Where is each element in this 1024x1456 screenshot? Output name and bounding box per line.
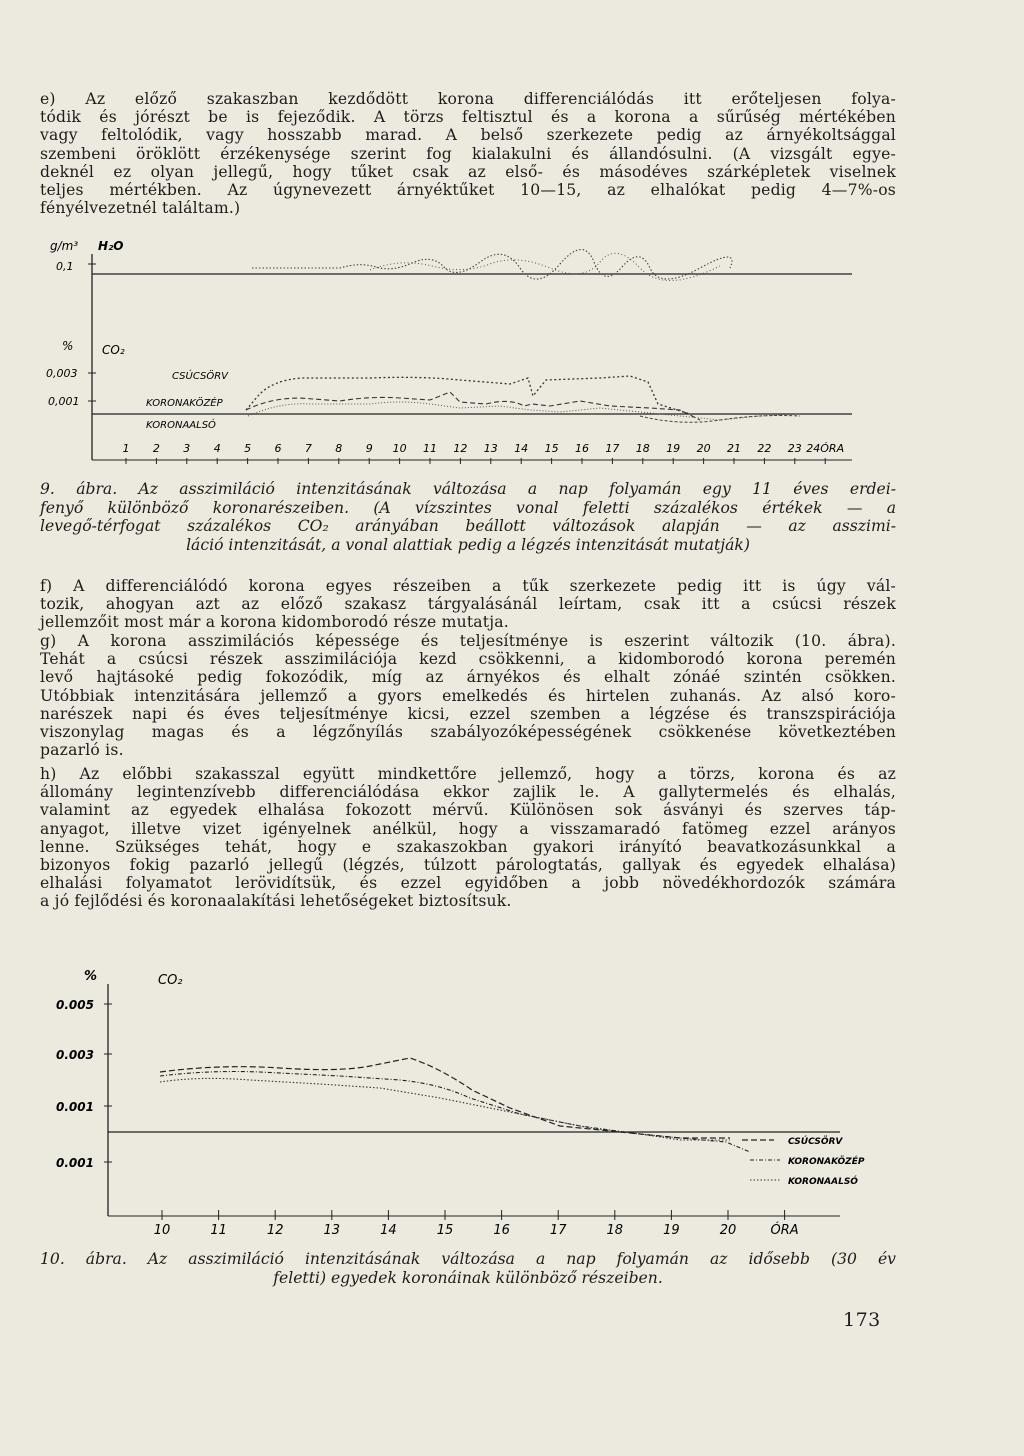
- caption-line: láció intenzitását, a vonal alattiak pedig a légzés intenzitását mutatják): [186, 535, 750, 554]
- h2o-unit: g/m³: [50, 239, 79, 253]
- co2-label: CO₂: [158, 973, 183, 988]
- hour-tick-label: 24ÓRA: [806, 442, 845, 455]
- h2o-trace: [252, 249, 732, 279]
- hour-tick-label: 6: [274, 442, 282, 455]
- hour-tick-label: 16: [575, 442, 589, 455]
- co2-label: CO₂: [102, 343, 125, 357]
- trace-bottom: [248, 402, 800, 420]
- text-line: vagy feltolódik, vagy hosszabb marad. A belső szerkezete pedig az árnyékoltsággal: [40, 126, 896, 145]
- trace-middle: [246, 392, 700, 420]
- hour-tick-label: 4: [213, 442, 221, 455]
- trace-koronaalso: [160, 1078, 730, 1140]
- text-line: h) Az előbbi szakasszal együtt mindkettőre jellemző, hogy a törzs, korona és az: [40, 765, 896, 783]
- text-line: fényélvezetnél találtam.): [40, 199, 241, 218]
- hour-tick-label: 11: [210, 1223, 227, 1238]
- page-number: 173: [843, 1309, 881, 1331]
- h2o-label: H₂O: [98, 239, 124, 253]
- text-line: tozik, ahogyan azt az előző szakasz tárgyalásánál leírtam, csak itt a csúcsi részek: [40, 595, 896, 614]
- caption-line: feletti) egyedek koronáinak különböző részeiben.: [273, 1268, 663, 1287]
- caption-line: fenyő különböző koronarészeiben. (A vízszintes vonal feletti százalékos értékek — a: [40, 498, 896, 517]
- hour-tick-label: 11: [423, 442, 437, 455]
- text-line: levő hajtásoké pedig fokozódik, míg az árnyékos és elhalt zónáé szintén csökken.: [40, 668, 896, 687]
- text-line: viszonylag magas és a légzőnyílás szabályozóképességének csökkenése következtében: [40, 723, 896, 742]
- hour-tick-label: 10: [392, 442, 407, 455]
- series-label-middle: KORONAKÖZÉP: [146, 398, 223, 409]
- hour-tick-label: 20: [696, 442, 711, 455]
- hour-tick-label: 12: [453, 442, 468, 455]
- hour-tick-label: 3: [183, 442, 191, 455]
- y-tick: 0.001: [56, 1100, 94, 1114]
- y-tick: 0.003: [56, 1048, 94, 1062]
- text-line: anyagot, illetve vizet igényelnek anélkül, hogy a visszamaradó fatömeg ezzel arányos: [40, 819, 896, 838]
- hour-tick-label: 13: [323, 1223, 341, 1238]
- caption-line: 9. ábra. Az asszimiláció intenzitásának változása a nap folyamán egy 11 éves erdei-: [40, 480, 896, 498]
- text-line: g) A korona asszimilációs képessége és teljesítménye is eszerint változik (10. ábra).: [40, 632, 896, 650]
- text-line: jellemzőit most már a korona kidomborodó része mutatja.: [40, 613, 509, 632]
- hour-tick-label: 22: [757, 442, 772, 455]
- text-line: teljes mértékben. Az úgynevezett árnyéktűket 10—15, az elhalókat pedig 4—7%-os: [40, 181, 896, 200]
- text-line: Utóbbiak intenzitására jellemző a gyors emelkedés és hirtelen zuhanás. Az alsó koro-: [40, 686, 896, 705]
- hour-tick-label: 15: [544, 442, 559, 455]
- text-line: lenne. Szükséges tehát, hogy e szakaszokban gyakori irányító beavatkozásunkkal a: [40, 837, 896, 856]
- hour-tick-label: 8: [335, 442, 343, 455]
- series-label-top: CSÚCSÖRV: [172, 371, 229, 382]
- hour-tick-label: 16: [493, 1223, 510, 1238]
- text-line: szembeni öröklött érzékenysége szerint fog kialakulni és állandósulni. (A vizsgált egye-: [40, 144, 896, 163]
- text-line: f) A differenciálódó korona egyes részeiben a tűk szerkezete pedig itt is úgy vál-: [40, 577, 896, 595]
- co2-tick: 0,001: [48, 395, 80, 408]
- paragraph-e: [40, 90, 896, 217]
- figure-9: [40, 238, 910, 470]
- text-line: tódik és jórészt be is fejeződik. A törzs feltisztul és a korona a sűrűség mértékében: [40, 108, 896, 127]
- hour-tick-label: 14: [514, 442, 529, 455]
- text-line: Tehát a csúcsi részek asszimilációja kezd csökkenni, a kidomborodó korona peremén: [40, 650, 896, 669]
- hour-axis-labels: [123, 442, 845, 464]
- text-line: deknél ez olyan jellegű, hogy tűket csak az első- és másodéves szárképletek viselnek: [40, 162, 896, 181]
- paragraph-f: [40, 577, 896, 632]
- caption-line: 10. ábra. Az asszimiláció intenzitásának változása a nap folyamán az idősebb (30 év: [40, 1250, 896, 1268]
- hour-tick-label: 1: [122, 442, 130, 455]
- trace-csucsorv: [160, 1058, 730, 1138]
- hour-axis-labels: [154, 1210, 799, 1238]
- text-line: valamint az egyedek elhalása fokozott mérvű. Különösen sok ásványi és szerves táp-: [40, 801, 896, 820]
- series-label-bottom: KORONAALSÓ: [146, 420, 216, 431]
- hour-tick-label: 20: [719, 1223, 737, 1238]
- hour-tick-label: 5: [244, 442, 252, 455]
- text-line: pazarló is.: [40, 741, 124, 760]
- figure-9-caption: [40, 480, 896, 554]
- trace-top: [246, 376, 690, 414]
- hour-tick-label: 14: [380, 1223, 397, 1238]
- y-tick: 0.005: [56, 998, 94, 1012]
- text-line: elhalási folyamatot lerövidítsük, és ezzel egyidőben a jobb növedékhordozók számára: [40, 874, 896, 893]
- paragraph-h: [40, 765, 896, 911]
- legend-label: KORONAKÖZÉP: [788, 1157, 865, 1167]
- co2-unit: %: [62, 339, 74, 353]
- hour-tick-label: 7: [304, 442, 312, 455]
- hour-tick-label: 12: [266, 1223, 284, 1238]
- text-line: narészek napi és éves teljesítménye kicsi, ezzel szemben a légzése és transzspirációja: [40, 704, 896, 723]
- hour-tick-label: 9: [365, 442, 373, 455]
- hour-tick-label: 15: [436, 1223, 454, 1238]
- co2-tick: 0,003: [46, 367, 78, 380]
- text-line: a jó fejlődési és koronaalakítási lehetőségeket biztosítsuk.: [40, 892, 512, 911]
- hour-tick-label: ÓRA: [770, 1223, 799, 1238]
- h2o-tick: 0,1: [56, 260, 74, 273]
- caption-line: levegő-térfogat százalékos CO₂ arányában beállott változások alapján — az asszimi-: [40, 517, 896, 536]
- text-line: bizonyos fokig pazarló jellegű (légzés, túlzott párologtatás, gallyak és egyedek elhalása): [40, 856, 896, 875]
- hour-tick-label: 10: [153, 1223, 171, 1238]
- y-tick: 0.001: [56, 1156, 94, 1170]
- hour-tick-label: 2: [152, 442, 160, 455]
- trace-koronakozep: [160, 1072, 750, 1153]
- text-line: állomány legintenzívebb differenciálódása ekkor zajlik le. A gallytermelés és elhalás,: [40, 783, 896, 802]
- text-line: e) Az előző szakaszban kezdődött korona differenciálódás itt erőteljesen folya-: [40, 90, 896, 108]
- hour-tick-label: 18: [606, 1223, 624, 1238]
- figure-10-caption: [40, 1250, 896, 1287]
- legend-label: CSÚCSÖRV: [788, 1137, 843, 1147]
- hour-tick-label: 21: [727, 442, 741, 455]
- paragraph-g: [40, 632, 896, 759]
- hour-tick-label: 13: [483, 442, 498, 455]
- legend-label: KORONAALSÓ: [788, 1177, 858, 1187]
- hour-tick-label: 17: [549, 1223, 567, 1238]
- hour-tick-label: 19: [663, 1223, 680, 1238]
- unit-label: %: [84, 969, 98, 984]
- hour-tick-label: 17: [605, 442, 620, 455]
- figure-10: [40, 958, 910, 1240]
- hour-tick-label: 19: [666, 442, 681, 455]
- hour-tick-label: 18: [635, 442, 650, 455]
- hour-tick-label: 23: [787, 442, 802, 455]
